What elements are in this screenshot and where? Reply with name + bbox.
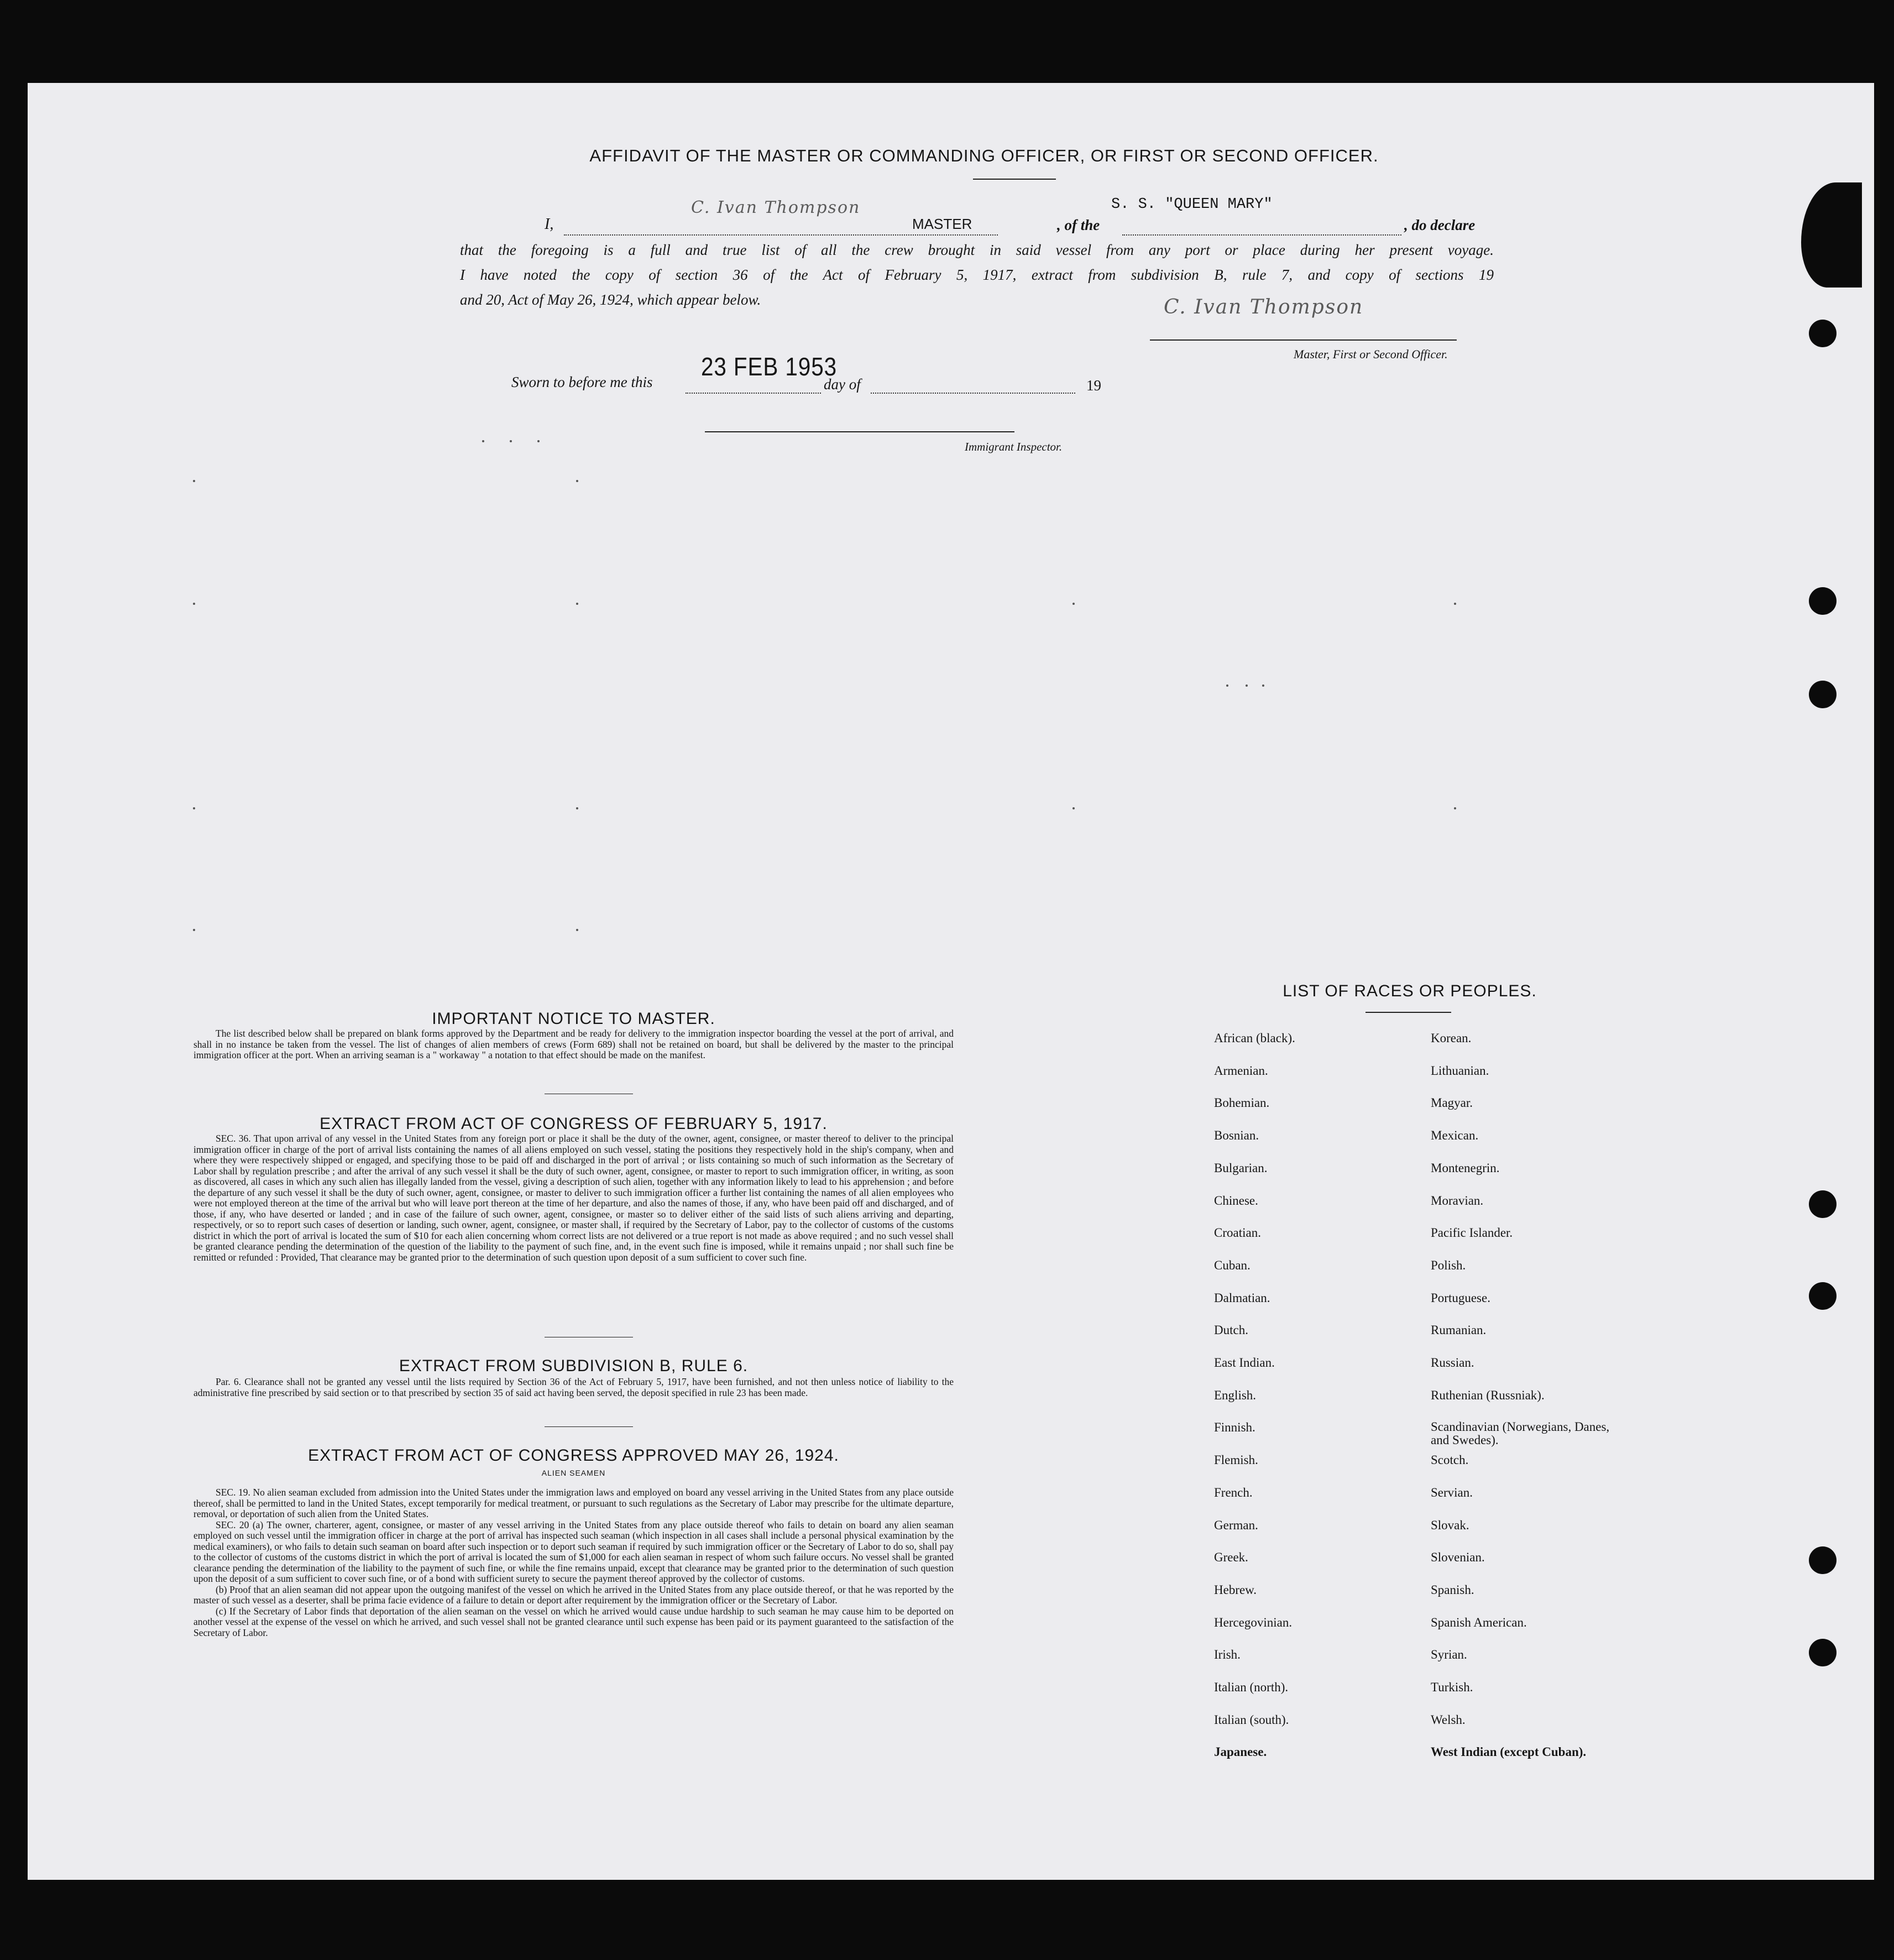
sec20a-paragraph: SEC. 20 (a) The owner, charterer, agent, consignee, or master of any vessel arriving in the United States from any place outside thereof who fails to detain on board any alien seaman employed on such vessel until the immigration officer in charge at the port of arrival has inspected such seaman (which inspection in all cases shall include a personal physical examination by the medical examiners), or who fails to detain such seaman on board after such inspection or to deport such seaman if required by such immigration officer or the Secretary of Labor to do so, shall pay to the collector of customs of the customs district in which the port of arrival is located the sum of $1,000 for each alien seaman in respect of whom such failure occurs. No vessel shall be granted clearance pending the determination of the liability to the payment of such fine, or while the fine remains unpaid, except that clearance may be granted prior to the determination of such question upon the deposit of a sum sufficient to cover such fine, or of a bond with sufficient surety to secure the payment thereof approved by the collector of customs. (193, 1519, 954, 1584)
subdivision-b-paragraph: Par. 6. Clearance shall not be granted any vessel until the lists required by Section 36 of the Act of February 5, 1917, have been furnished, and not then unless notice of liability to the administrative fine prescribed by said section or to that prescribed by section 35 of said act having been served, the deposit specified in rule 23 has been made. (193, 1376, 954, 1398)
race-item: Chinese. (1214, 1193, 1258, 1208)
vessel-name-value: S. S. "QUEEN MARY" (1111, 196, 1273, 213)
extract-1917-paragraph: SEC. 36. That upon arrival of any vessel in the United States from any foreign port or place it shall be the duty of the owner, agent, consignee, or master thereof to deliver to the principal immigration officer in charge of the port of arrival lists containing the names of all aliens employed on such vessel, stating the positions they respectively hold in the ship's company, when and where they were respectively shipped or engaged, and specifying those to be paid off and discharged in the port of arrival ; or lists containing so much of such information as the Secretary of Labor shall by regulation prescribe ; and after the arrival of any such vessel it shall be the duty of such owner, agent, consignee, or master to report to such immigration officer, in writing, as soon as discovered, all cases in which any such alien has illegally landed from the vessel, giving a description of such alien, together with any information likely to lead to his apprehension ; and before the departure of any such vessel it shall be the duty of such owner, agent, consignee, or master to deliver to such immigration officer a further list containing the names of all alien employees who were not employed thereon at the time of the arrival but who will leave port thereon at the time of her departure, and also the names of those, if any, who have been paid off and discharged, and of those, if any, who have deserted or landed ; and in case of the failure of such owner, agent, consignee, or master so to deliver either of the said lists of such aliens arriving and departing, respectively, or so to report such cases of desertion or landing, such owner, agent, consignee, or master shall, if required by the Secretary of Labor, pay to the collector of customs of the customs district in which the port of arrival is located the sum of $10 for each alien concerning whom correct lists are not delivered or a true report is not made as above required ; and no such vessel shall be granted clearance pending the determination of the question of the liability to the payment of such fine, and, in the event such fine is imposed, while it remains unpaid ; nor shall such fine be remitted or refunded : Provided, That clearance may be granted prior to the determination of such question upon deposit of a sum sufficient to cover such fine. (193, 1133, 954, 1263)
officer-signature: C. Ivan Thompson (1164, 296, 1364, 318)
scan-dot (193, 480, 195, 482)
race-item: English. (1214, 1388, 1257, 1402)
section-divider (545, 1426, 633, 1427)
race-item: Italian (south). (1214, 1712, 1289, 1727)
race-item: Slovak. (1431, 1518, 1469, 1532)
scan-dot (576, 807, 578, 809)
master-name-line (564, 234, 998, 236)
notice-paragraph: The list described below shall be prepared on blank forms approved by the Department and be ready for delivery to the immigration inspector boarding the vessel at the port of arrival, and shall in no instance be taken from the vessel. The list of changes of alien members of crews (Form 689) shall not be retained on board, but shall be delivered by the master to the principal immigration officer at the port. When an arriving seaman is a " workaway " a notation to that effect should be made on the manifest. (193, 1028, 954, 1060)
date-stamp: 23 FEB 1953 (701, 352, 837, 381)
scan-dot (576, 929, 578, 931)
scan-dot (576, 603, 578, 605)
affidavit-title: AFFIDAVIT OF THE MASTER OR COMMANDING OFFICER, OR FIRST OR SECOND OFFICER. (589, 146, 1379, 165)
punch-hole (1809, 320, 1837, 347)
race-item: Italian (north). (1214, 1680, 1289, 1694)
race-item: Spanish American. (1431, 1615, 1527, 1629)
declare-label: , do declare (1404, 217, 1476, 233)
scan-dot (537, 440, 540, 442)
race-item: Magyar. (1431, 1096, 1473, 1110)
race-item: Korean. (1431, 1031, 1472, 1045)
extract-1924-title: EXTRACT FROM ACT OF CONGRESS APPROVED MAY 26, 1924. (308, 1446, 839, 1465)
extract-1924-text (193, 1487, 954, 1638)
title-underline (973, 179, 1056, 180)
race-item: Polish. (1431, 1258, 1466, 1272)
affidavit-line-2: that the foregoing is a full and true list of all the crew brought in said vessel from any port or place during her present voyage. (460, 242, 1494, 258)
race-item: African (black). (1214, 1031, 1295, 1045)
race-item: Montenegrin. (1431, 1161, 1500, 1175)
races-title: LIST OF RACES OR PEOPLES. (1283, 982, 1537, 1000)
scan-dot (482, 440, 484, 442)
scan-dot (1246, 684, 1248, 687)
officer-caption: Master, First or Second Officer. (1294, 347, 1448, 361)
punch-hole (1809, 1546, 1837, 1574)
race-item: Lithuanian. (1431, 1063, 1489, 1078)
race-item: Pacific Islander. (1431, 1226, 1513, 1240)
race-item: Bohemian. (1214, 1096, 1270, 1110)
sec20c-paragraph: (c) If the Secretary of Labor finds that deportation of the alien seaman on the vessel on which he arrived would cause undue hardship to such seaman he may cause him to be deported on another vessel at the expense of the vessel on which he arrived, and such vessel shall not be granted clearance until such expense has been paid or its payment guaranteed to the satisfaction of the Secretary of Labor. (193, 1605, 954, 1638)
race-item: Irish. (1214, 1648, 1241, 1662)
sec19-paragraph: SEC. 19. No alien seaman excluded from admission into the United States under the immigration laws and employed on board any vessel arriving in the United States from any place outside thereof, shall be permitted to land in the United States, except temporarily for medical treatment, or pursuant to such regulations as the Secretary of Labor may prescribe for the ultimate departure, removal, or deportation of such alien from the United States. (193, 1487, 954, 1519)
scan-dot (193, 807, 195, 809)
races-title-underline (1365, 1012, 1451, 1013)
master-title-value: MASTER (912, 216, 972, 232)
inspector-caption: Immigrant Inspector. (965, 440, 1063, 453)
punch-hole (1809, 1190, 1837, 1218)
race-item: East Indian. (1214, 1356, 1275, 1370)
year-prefix: 19 (1086, 377, 1101, 394)
extract-1917-title: EXTRACT FROM ACT OF CONGRESS OF FEBRUARY 5, 1917. (320, 1115, 828, 1133)
scan-dot (1226, 684, 1228, 687)
extract-1917-text (193, 1133, 954, 1263)
race-item: Japanese. (1214, 1745, 1267, 1759)
month-line (871, 393, 1075, 394)
subdivision-b-text (193, 1377, 954, 1398)
affidavit-line-4: and 20, Act of May 26, 1924, which appear below. (460, 291, 761, 308)
scan-dot (1072, 807, 1075, 809)
race-item: Rumanian. (1431, 1323, 1487, 1337)
affidavit-line-3: I have noted the copy of section 36 of the Act of February 5, 1917, extract from subdivision B, rule 7, and copy of sections 19 (460, 266, 1494, 283)
scan-dot (193, 603, 195, 605)
race-item: Ruthenian (Russniak). (1431, 1388, 1545, 1402)
scan-dot (1262, 684, 1264, 687)
race-item: Mexican. (1431, 1128, 1479, 1143)
scan-dot (1072, 603, 1075, 605)
sworn-day-line (686, 393, 821, 394)
sworn-label: Sworn to before me this (511, 374, 653, 390)
race-item: Servian. (1431, 1485, 1473, 1499)
race-item: Scandinavian (Norwegians, Danes, and Swedes). (1431, 1420, 1610, 1447)
inspector-signature-line (705, 431, 1014, 432)
scan-dot (193, 929, 195, 931)
race-item: Welsh. (1431, 1712, 1466, 1727)
of-the-label: , of the (1057, 217, 1100, 233)
race-item: West Indian (except Cuban). (1431, 1745, 1587, 1759)
officer-signature-line (1150, 339, 1457, 341)
race-item: Dalmatian. (1214, 1290, 1270, 1305)
race-item: Dutch. (1214, 1323, 1248, 1337)
subdivision-b-title: EXTRACT FROM SUBDIVISION B, RULE 6. (399, 1357, 749, 1375)
punch-hole (1809, 1282, 1837, 1310)
i-label: I, (545, 216, 554, 233)
race-item: Cuban. (1214, 1258, 1251, 1272)
extract-1924-subtitle: ALIEN SEAMEN (541, 1468, 606, 1477)
race-item: Moravian. (1431, 1193, 1484, 1208)
race-item: Bulgarian. (1214, 1161, 1268, 1175)
race-item: Spanish. (1431, 1582, 1474, 1597)
notice-title: IMPORTANT NOTICE TO MASTER. (432, 1010, 715, 1028)
notice-text (193, 1028, 954, 1061)
vessel-line (1122, 234, 1401, 236)
scan-dot (510, 440, 512, 442)
race-item: Russian. (1431, 1356, 1474, 1370)
punch-hole (1809, 681, 1837, 708)
race-item: Greek. (1214, 1550, 1248, 1565)
punch-hole (1809, 587, 1837, 615)
race-item: Hercegovinian. (1214, 1615, 1293, 1629)
race-item: French. (1214, 1485, 1253, 1499)
race-item: German. (1214, 1518, 1258, 1532)
race-item: Armenian. (1214, 1063, 1268, 1078)
scan-dot (1454, 603, 1456, 605)
race-item: Finnish. (1214, 1420, 1255, 1435)
race-item: Hebrew. (1214, 1582, 1257, 1597)
race-item: Syrian. (1431, 1648, 1467, 1662)
scan-dot (1454, 807, 1456, 809)
race-item: Croatian. (1214, 1226, 1261, 1240)
race-item: Portuguese. (1431, 1290, 1490, 1305)
handwritten-signature: C. Ivan Thompson (691, 198, 861, 217)
race-item: Flemish. (1214, 1453, 1258, 1467)
race-item: Scotch. (1431, 1453, 1469, 1467)
race-item: Bosnian. (1214, 1128, 1259, 1143)
day-of-label: day of (824, 376, 861, 393)
scan-dot (576, 480, 578, 482)
punch-hole (1809, 1639, 1837, 1666)
race-item: Slovenian. (1431, 1550, 1485, 1565)
sec20b-paragraph: (b) Proof that an alien seaman did not appear upon the outgoing manifest of the vessel on which he arrived in the United States from any place outside thereof, or that he was reported by the master of such vessel as a deserter, shall be prima facie evidence of a failure to detain or deport after requirement by the immigration officer or the Secretary of Labor. (193, 1583, 954, 1606)
race-item: Turkish. (1431, 1680, 1473, 1694)
